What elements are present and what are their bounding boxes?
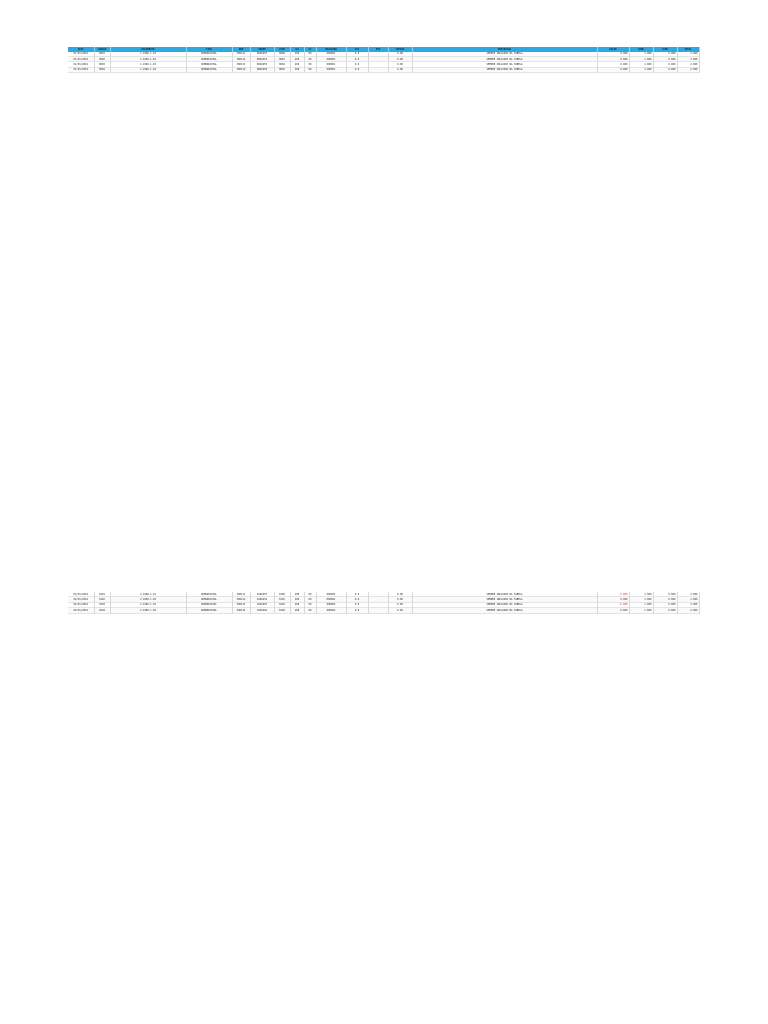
table-cell: 0.00 [388,67,412,72]
table-cell: 200 [290,56,304,61]
table-cell: 0.000 [597,56,629,61]
table-cell: 200 [290,597,304,602]
table-cell: 00 [304,52,316,57]
table-cell: 0.00 [388,597,412,602]
table-cell: 200 [290,67,304,72]
table-cell: 0104 [94,608,110,613]
table-cell: 0.000 [597,52,629,57]
table-cell: SEMPRE INCLUIDO NA TABELA [412,56,597,61]
table-cell: 01/01/2019 [68,67,94,72]
table-cell: 0.0 [346,602,368,607]
table-cell: 380112 [232,56,250,61]
column-header[interactable]: DOCUMENTO [110,47,186,52]
table-cell: 0.000 [597,67,629,72]
table-cell: -0.000 [597,602,629,607]
table-cell: 0101 [94,592,110,597]
table-cell: 00 [304,56,316,61]
table-cell: 2.000 [677,67,699,72]
column-header[interactable]: VALOR [597,47,629,52]
table-cell: 200 [290,592,304,597]
table-cell: 0103 [274,608,290,613]
table-cell: 0002 [274,62,290,67]
column-header[interactable]: NUM [232,47,250,52]
table-cell: DOMUNICIPAL [186,56,232,61]
table-cell: 8102253 [250,592,274,597]
column-header[interactable]: CST [346,47,368,52]
table-cell: 380111 [232,52,250,57]
table-cell: 0.0 [346,52,368,57]
table-cell: 380113 [232,62,250,67]
table-cell: 0.0 [346,597,368,602]
table-cell: SEMPRE INCLUIDO NA TABELA [412,602,597,607]
table-cell: 0001 [94,52,110,57]
table-cell: SEMPRE INCLUIDO NA TABELA [412,597,597,602]
table-cell: 000002 [316,592,346,597]
table-cell: 1.000 [629,67,653,72]
table-cell: 0.000 [597,62,629,67]
table-cell: SEMPRE INCLUIDO NA TABELA [412,608,597,613]
table-cell: 1.1960.1.01 [110,52,186,57]
table-cell: 1.000 [629,602,653,607]
table-cell: 0.00 [388,592,412,597]
table-cell: 0.00 [388,602,412,607]
table-cell: 0.0 [346,62,368,67]
table-cell: 02/01/2019 [68,602,94,607]
table-cell: 1.000 [629,608,653,613]
table-cell: 200 [290,608,304,613]
table-cell: 00 [304,67,316,72]
table-cell: 2.000 [677,608,699,613]
table-cell: 0003 [94,62,110,67]
table-cell: 0.00 [388,56,412,61]
table-cell: DOMUNICIPAL [186,62,232,67]
table-cell: 000002 [316,608,346,613]
data-table-bottom [68,592,700,614]
table-cell: 8102255 [250,602,274,607]
table-cell: 0.000 [653,608,677,613]
table-cell: 200 [290,602,304,607]
table-cell: 0.000 [653,56,677,61]
table-cell: 0.000 [653,67,677,72]
table-cell: 02/01/2019 [68,597,94,602]
table-cell: 390111 [232,592,250,597]
table-cell: 0.000 [597,608,629,613]
table-cell: 2.1960.1.02 [110,597,186,602]
table-cell: 2.1960.1.03 [110,602,186,607]
table-cell: 2.000 [677,62,699,67]
table-cell: 000001 [316,52,346,57]
column-header[interactable]: DATA [68,47,94,52]
table-cell: SEMPRE INCLUIDO NA TABELA [412,592,597,597]
table-cell: DOMUNICIPAL [186,608,232,613]
table-cell: 0.0 [346,592,368,597]
table-cell: 000002 [316,602,346,607]
column-header[interactable]: ST [304,47,316,52]
table-cell: 8002254 [250,56,274,61]
table-cell: 2.000 [677,592,699,597]
table-cell: SEMPRE INCLUIDO NA TABELA [412,67,597,72]
table-cell: 000001 [316,56,346,61]
table-cell: 1.1960.1.03 [110,62,186,67]
table-cell: 2.000 [677,56,699,61]
column-header[interactable]: ICMS [653,47,677,52]
column-header[interactable]: TOTAL [677,47,699,52]
table-cell: 390114 [232,608,250,613]
table-cell: 0100 [274,592,290,597]
table-cell: 0103 [94,602,110,607]
table-cell: 0.00 [388,62,412,67]
table-cell: 0.000 [653,602,677,607]
table-cell: 0003 [274,67,290,72]
table-row[interactable] [68,67,699,72]
table-cell: 2.1960.1.01 [110,592,186,597]
table-cell: 01/01/2019 [68,56,94,61]
spreadsheet-block-top [68,47,699,73]
table-cell: 01/01/2019 [68,52,94,57]
table-cell: SEMPRE INCLUIDO NA TABELA [412,62,597,67]
table-cell: 380114 [232,67,250,72]
table-cell: 1.1960.1.02 [110,56,186,61]
table-cell: 1.000 [629,592,653,597]
table-cell: 2.000 [677,602,699,607]
table-cell: 00 [304,62,316,67]
table-cell: 00 [304,592,316,597]
table-cell: 2.1960.1.04 [110,608,186,613]
table-cell: 1.000 [629,52,653,57]
column-header[interactable]: CFOP [274,47,290,52]
table-cell: 390112 [232,597,250,602]
table-cell: 200 [290,52,304,57]
column-header[interactable]: CODIGO [94,47,110,52]
column-header[interactable]: ORDEM [250,47,274,52]
table-cell: DOMUNICIPAL [186,602,232,607]
table-cell: 8002255 [250,62,274,67]
table-cell: 0001 [274,56,290,61]
table-cell: 0.000 [653,592,677,597]
table-cell: DOMUNICIPAL [186,67,232,72]
table-cell: 0002 [94,56,110,61]
table-cell: 0.000 [597,597,629,602]
table-cell: 0101 [274,597,290,602]
table-cell: 390113 [232,602,250,607]
table-cell: 8102256 [250,608,274,613]
table-cell: 2.000 [677,52,699,57]
column-header[interactable]: DESCRICAO [412,47,597,52]
column-header[interactable]: PIS [368,47,388,52]
data-table-top [68,47,700,73]
table-cell: 0.0 [346,56,368,61]
table-cell: 0.0 [346,67,368,72]
column-header[interactable]: REGISTRO [316,47,346,52]
spreadsheet-block-bottom [68,592,699,614]
column-header[interactable]: COFINS [388,47,412,52]
table-cell: 8002253 [250,52,274,57]
table-cell: 1.1960.1.04 [110,67,186,72]
table-cell: 0004 [94,67,110,72]
column-header[interactable]: QTDE [629,47,653,52]
table-cell: 0.00 [388,52,412,57]
table-cell: 1.000 [629,62,653,67]
table-cell: 0000 [274,52,290,57]
table-cell: DOMUNICIPAL [186,52,232,57]
table-cell: 000001 [316,62,346,67]
table-cell: 02/01/2019 [68,608,94,613]
table-cell: DOMUNICIPAL [186,597,232,602]
table-cell: -0.000 [597,592,629,597]
table-cell: 00 [304,608,316,613]
table-cell: 1.000 [629,56,653,61]
table-cell: 8002256 [250,67,274,72]
table-cell: 0.000 [653,62,677,67]
table-cell: 01/01/2019 [68,62,94,67]
table-cell: 0.0 [346,608,368,613]
table-cell: DOMUNICIPAL [186,592,232,597]
table-cell: SEMPRE INCLUIDO NA TABELA [412,52,597,57]
table-cell: 00 [304,602,316,607]
table-cell: 0102 [274,602,290,607]
table-cell: 0102 [94,597,110,602]
table-cell [368,67,388,72]
column-header[interactable]: TIPO [186,47,232,52]
table-cell [368,608,388,613]
table-cell: 0.000 [653,52,677,57]
table-cell: 200 [290,62,304,67]
table-cell: 8102254 [250,597,274,602]
table-cell: 00 [304,597,316,602]
table-cell: 000002 [316,597,346,602]
table-cell: 02/01/2019 [68,592,94,597]
table-cell: 1.000 [629,597,653,602]
table-cell: 000001 [316,67,346,72]
table-cell: 2.000 [677,597,699,602]
column-header[interactable]: UN [290,47,304,52]
table-row[interactable] [68,608,699,613]
table-cell: 0.00 [388,608,412,613]
table-cell: 0.000 [653,597,677,602]
